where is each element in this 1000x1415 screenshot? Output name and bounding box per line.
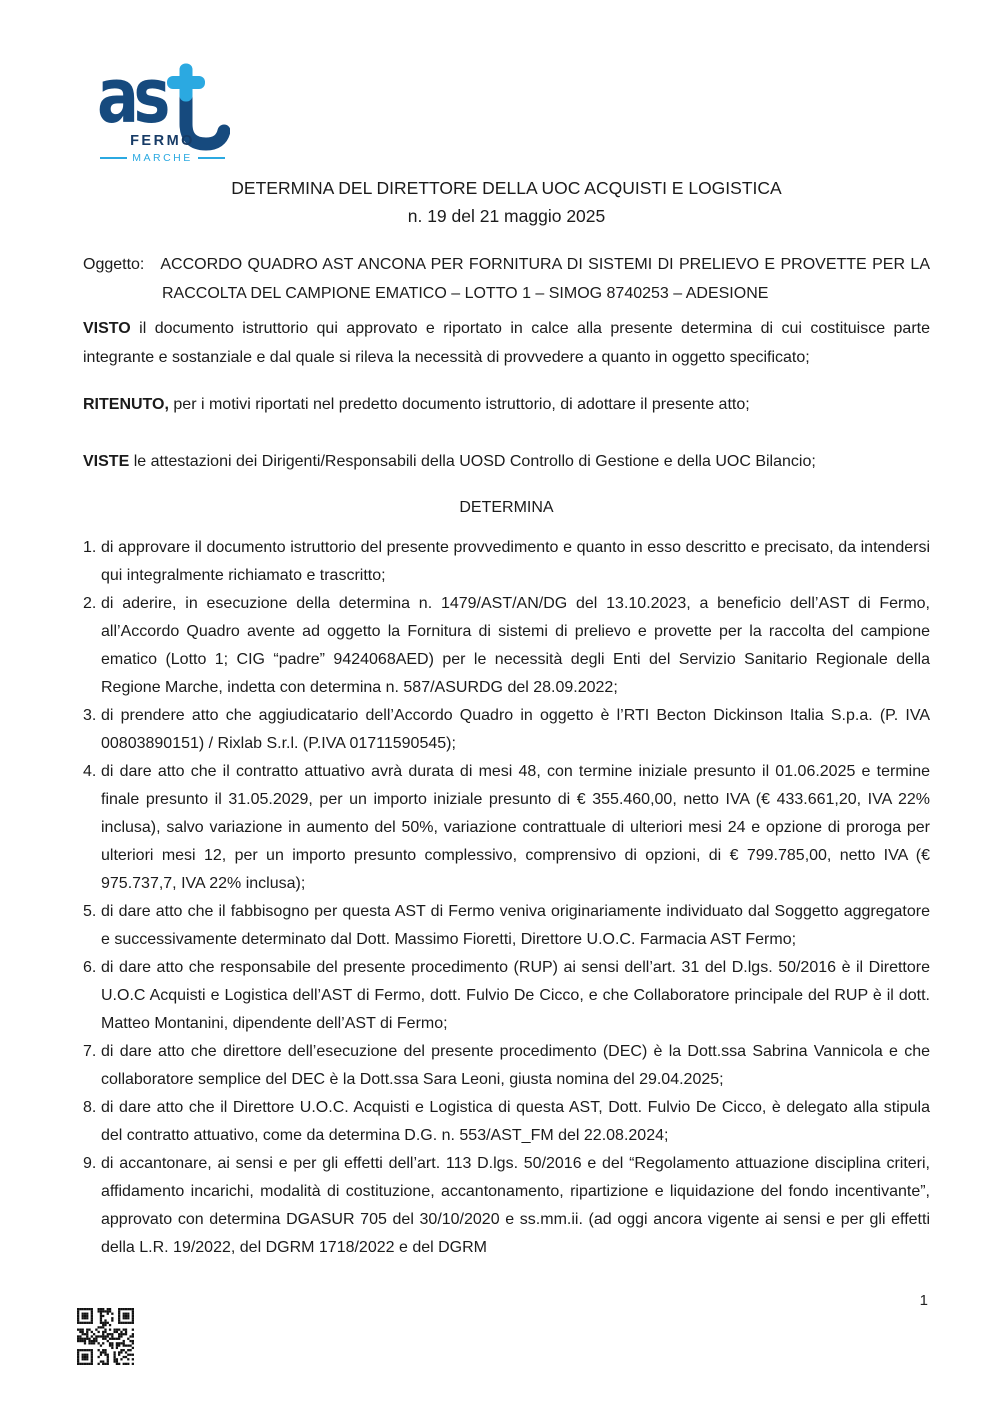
keyword-viste: VISTE (83, 453, 130, 470)
keyword-ritenuto: RITENUTO, (83, 396, 169, 413)
item-number: 9. (83, 1155, 97, 1172)
determina-heading: DETERMINA (459, 499, 554, 516)
title-line2: n. 19 del 21 maggio 2025 (407, 206, 606, 226)
text-ritenuto: per i motivi riportati nel predetto documento istruttorio, di adottare il presente atto; (173, 396, 750, 413)
item-text: di approvare il documento istruttorio del presente provvedimento e quanto in esso descritto e precisato, da intendersi qui integralmente richiamato e trascritto; (101, 539, 930, 584)
item-number: 1. (83, 539, 97, 556)
logo-region-label: MARCHE (132, 152, 193, 164)
ast-fermo-logo (95, 51, 230, 164)
logo-wordmark: as (97, 51, 165, 140)
item-text: di aderire, in esecuzione della determina n. 1479/AST/AN/DG del 13.10.2023, a beneficio dell’AST di Fermo, all’Accordo Quadro avente ad oggetto la Fornitura di sistemi di prelievo e provette per la raccolta del campione ematico (Lotto 1; CIG “padre” 9424068AED) per le necessità degli Enti del Servizio Sanitario Regionale della Regione Marche, indetta con determina n. 587/ASURDG del 28.09.2022; (101, 595, 930, 696)
subject-text: ACCORDO QUADRO AST ANCONA PER FORNITURA DI SISTEMI DI PRELIEVO E PROVETTE PER LA RACCOLTA DEL CAMPIONE EMATICO – LOTTO 1 – SIMOG 8740253 – ADESIONE (160, 256, 930, 302)
title-line1: DETERMINA DEL DIRETTORE DELLA UOC ACQUISTI E LOGISTICA (231, 178, 782, 198)
list-item (83, 758, 930, 898)
subject-label: Oggetto: (83, 256, 145, 273)
document-title (83, 174, 930, 230)
item-text: di prendere atto che aggiudicatario dell’Accordo Quadro in oggetto è l’RTI Becton Dickinson Italia S.p.a. (P. IVA 00803890151) / Rixlab S.r.l. (P.IVA 01711590545); (101, 707, 930, 752)
subject-paragraph (83, 250, 930, 308)
list-item (83, 1094, 930, 1150)
text-visto: il documento istruttorio qui approvato e riportato in calce alla presente determina di cui costituisce parte integrante e sostanziale e dal quale si rileva la necessità di provvedere a quanto in oggetto specificato; (83, 320, 930, 366)
list-item (83, 898, 930, 954)
rule-left (100, 157, 127, 159)
item-text: di dare atto che responsabile del presente procedimento (RUP) ai sensi dell’art. 31 del D.lgs. 50/2016 è il Direttore U.O.C Acquisti e Logistica dell’AST di Fermo, dott. Fulvio De Cicco, e che Collaboratore principale del RUP è il dott. Matteo Montanini, dipendente dell’AST di Fermo; (101, 959, 930, 1032)
item-text: di accantonare, ai sensi e per gli effetti dell’art. 113 D.lgs. 50/2016 e del “Regolamento attuazione disciplina criteri, affidamento incarichi, modalità di costituzione, accantonamento, ripartizione e liquidazione del fondo incentivante”, approvato con determina DGASUR 705 del 30/10/2020 e ss.mm.ii. (ad oggi ancora vigente ai sensi e per gli effetti della L.R. 19/2022, del DGRM 1718/2022 e del DGRM (101, 1155, 930, 1256)
item-number: 4. (83, 763, 97, 780)
item-text: di dare atto che il fabbisogno per questa AST di Fermo veniva originariamente individuato dal Soggetto aggregatore e successivamente determinato dal Dott. Massimo Fioretti, Direttore U.O.C. Farmacia AST Fermo; (101, 903, 930, 948)
page-number: 1 (919, 1292, 928, 1309)
item-text: di dare atto che direttore dell’esecuzione del presente procedimento (DEC) è la Dott.ssa Sabrina Vannicola e che collaboratore semplice del DEC è la Dott.ssa Sara Leoni, giusta nomina del 29.04.2025; (101, 1043, 930, 1088)
qr-code (77, 1308, 134, 1365)
logo-region-row (95, 152, 230, 164)
list-item (83, 590, 930, 702)
item-number: 7. (83, 1043, 97, 1060)
paragraph-ritenuto (83, 390, 930, 419)
text-viste: le attestazioni dei Dirigenti/Responsabili della UOSD Controllo di Gestione e della UOC Bilancio; (133, 453, 816, 470)
item-text: di dare atto che il Direttore U.O.C. Acquisti e Logistica di questa AST, Dott. Fulvio De Cicco, è delegato alla stipula del contratto attuativo, come da determina D.G. n. 553/AST_FM del 22.08.2024; (101, 1099, 930, 1144)
logo-city-label: FERMO (130, 133, 195, 149)
list-item (83, 702, 930, 758)
list-item (83, 1150, 930, 1262)
item-number: 6. (83, 959, 97, 976)
determina-items-list (83, 534, 930, 1262)
keyword-visto: VISTO (83, 320, 131, 337)
item-number: 3. (83, 707, 97, 724)
list-item (83, 954, 930, 1038)
item-text: di dare atto che il contratto attuativo avrà durata di mesi 48, con termine iniziale presunto il 01.06.2025 e termine finale presunto il 31.05.2029, per un importo iniziale presunto di € 355.460,00, netto IVA (€ 433.661,20, IVA 22% inclusa), salvo variazione in aumento del 50%, variazione contrattuale di ulteriori mesi 24 e opzione di proroga per ulteriori mesi 12, per un importo presunto complessivo, comprensivo di opzioni, di € 799.785,00, netto IVA (€ 975.737,7, IVA 22% inclusa); (101, 763, 930, 892)
list-item (83, 534, 930, 590)
paragraph-viste (83, 447, 930, 476)
list-item (83, 1038, 930, 1094)
item-number: 8. (83, 1099, 97, 1116)
rule-right (198, 157, 225, 159)
paragraph-visto (83, 314, 930, 372)
item-number: 5. (83, 903, 97, 920)
item-number: 2. (83, 595, 97, 612)
